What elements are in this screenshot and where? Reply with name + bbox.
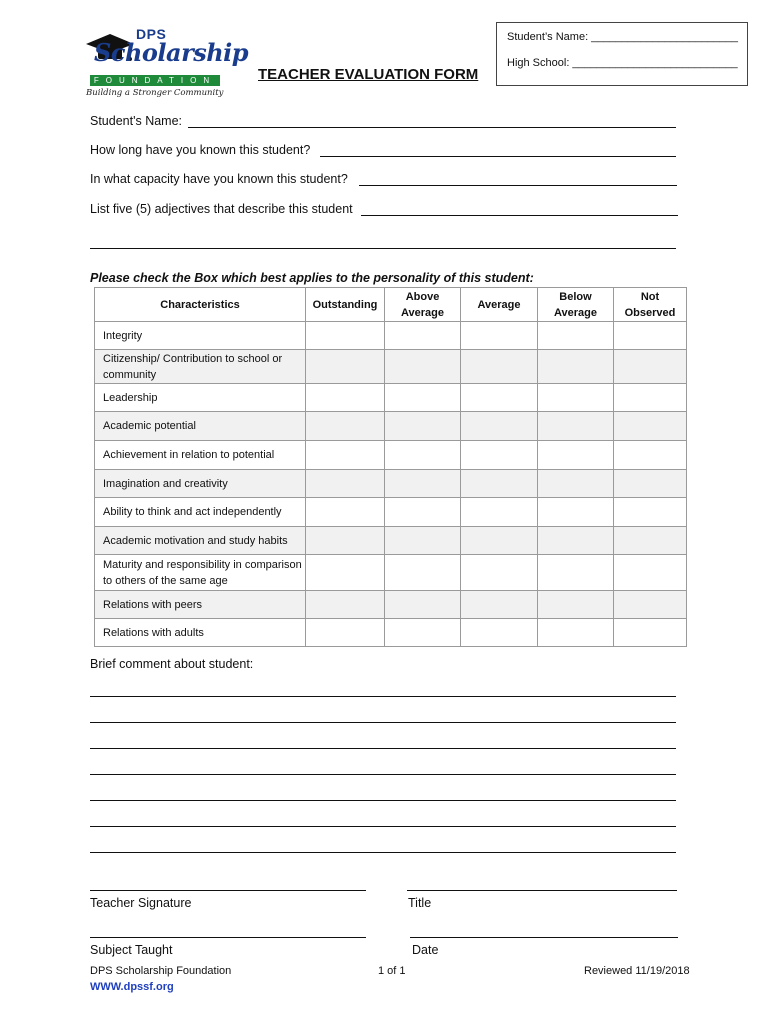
- rating-checkbox[interactable]: [538, 350, 614, 384]
- rating-checkbox[interactable]: [385, 412, 461, 441]
- rating-checkbox[interactable]: [385, 555, 461, 591]
- table-row: [95, 441, 687, 470]
- characteristic-label: Relations with adults: [95, 619, 306, 647]
- column-header: Not Observed: [614, 288, 687, 322]
- rating-checkbox[interactable]: [614, 412, 687, 441]
- characteristic-label: Relations with peers: [95, 591, 306, 619]
- table-row: [95, 619, 687, 647]
- teacher-signature-field[interactable]: [90, 890, 366, 891]
- rating-checkbox[interactable]: [306, 555, 385, 591]
- footer-reviewed-date: Reviewed 11/19/2018: [584, 965, 690, 977]
- rating-checkbox[interactable]: [461, 619, 538, 647]
- box-student-name-field[interactable]: Student’s Name: ________________________: [507, 31, 738, 43]
- rating-checkbox[interactable]: [614, 555, 687, 591]
- table-row: [95, 591, 687, 619]
- table-row: [95, 527, 687, 555]
- question-student-name: Student's Name:: [90, 114, 183, 128]
- known-how-long-field[interactable]: [320, 156, 676, 157]
- rating-checkbox[interactable]: [385, 350, 461, 384]
- rating-checkbox[interactable]: [306, 619, 385, 647]
- rating-checkbox[interactable]: [461, 470, 538, 498]
- subject-taught-label: Subject Taught: [90, 943, 173, 957]
- date-label: Date: [412, 943, 439, 957]
- question-adjectives: List five (5) adjectives that describe this student: [90, 202, 353, 216]
- comment-line[interactable]: [90, 800, 676, 801]
- table-row: [95, 350, 687, 384]
- characteristic-label: Integrity: [95, 322, 306, 350]
- rating-checkbox[interactable]: [538, 384, 614, 412]
- characteristic-label: Achievement in relation to potential: [95, 441, 306, 470]
- rating-checkbox[interactable]: [614, 527, 687, 555]
- title-field[interactable]: [407, 890, 677, 891]
- rating-checkbox[interactable]: [385, 498, 461, 527]
- rating-checkbox[interactable]: [385, 591, 461, 619]
- column-header: Characteristics: [95, 288, 306, 322]
- rating-checkbox[interactable]: [306, 322, 385, 350]
- comment-label: Brief comment about student:: [90, 657, 254, 671]
- rating-checkbox[interactable]: [461, 412, 538, 441]
- rating-checkbox[interactable]: [306, 412, 385, 441]
- characteristic-label: Academic motivation and study habits: [95, 527, 306, 555]
- table-row: [95, 384, 687, 412]
- characteristic-label: Maturity and responsibility in comparison to others of the same age: [95, 555, 306, 591]
- rating-checkbox[interactable]: [538, 498, 614, 527]
- rating-checkbox[interactable]: [461, 441, 538, 470]
- rating-checkbox[interactable]: [385, 384, 461, 412]
- rating-checkbox[interactable]: [538, 591, 614, 619]
- page-title: TEACHER EVALUATION FORM: [258, 66, 479, 83]
- rating-checkbox[interactable]: [614, 322, 687, 350]
- rating-checkbox[interactable]: [306, 384, 385, 412]
- logo-scholarship: Scholarship: [94, 38, 249, 67]
- logo-foundation: FOUNDATION: [90, 75, 220, 86]
- comment-line[interactable]: [90, 748, 676, 749]
- footer-page-number: 1 of 1: [378, 965, 406, 977]
- rating-checkbox[interactable]: [538, 441, 614, 470]
- rating-checkbox[interactable]: [461, 527, 538, 555]
- foundation-logo: [84, 26, 249, 102]
- column-header: Below Average: [538, 288, 614, 322]
- characteristic-label: Imagination and creativity: [95, 470, 306, 498]
- subject-taught-field[interactable]: [90, 937, 366, 938]
- rating-checkbox[interactable]: [461, 350, 538, 384]
- rating-checkbox[interactable]: [538, 527, 614, 555]
- rating-checkbox[interactable]: [538, 470, 614, 498]
- logo-tagline: Building a Stronger Community: [86, 88, 224, 98]
- rating-checkbox[interactable]: [614, 498, 687, 527]
- comment-line[interactable]: [90, 774, 676, 775]
- capacity-field[interactable]: [359, 185, 677, 186]
- rating-checkbox[interactable]: [461, 555, 538, 591]
- table-row: [95, 498, 687, 527]
- rating-checkbox[interactable]: [538, 412, 614, 441]
- box-high-school-field[interactable]: High School: ___________________________: [507, 57, 738, 69]
- rating-checkbox[interactable]: [538, 322, 614, 350]
- title-label: Title: [408, 896, 432, 910]
- footer-org: DPS Scholarship Foundation: [90, 965, 232, 977]
- rating-checkbox[interactable]: [385, 527, 461, 555]
- rating-checkbox[interactable]: [306, 441, 385, 470]
- rating-checkbox[interactable]: [461, 384, 538, 412]
- rating-checkbox[interactable]: [538, 555, 614, 591]
- characteristic-label: Academic potential: [95, 412, 306, 441]
- rating-checkbox[interactable]: [306, 470, 385, 498]
- table-row: [95, 555, 687, 591]
- rating-checkbox[interactable]: [614, 591, 687, 619]
- question-capacity: In what capacity have you known this student?: [90, 172, 348, 186]
- comment-line[interactable]: [90, 826, 676, 827]
- rating-checkbox[interactable]: [461, 591, 538, 619]
- rating-checkbox[interactable]: [614, 470, 687, 498]
- table-row: [95, 412, 687, 441]
- characteristic-label: Ability to think and act independently: [95, 498, 306, 527]
- rating-checkbox[interactable]: [614, 441, 687, 470]
- comment-line[interactable]: [90, 696, 676, 697]
- characteristic-label: Leadership: [95, 384, 306, 412]
- rating-checkbox[interactable]: [306, 527, 385, 555]
- teacher-signature-label: Teacher Signature: [90, 896, 192, 910]
- rating-checkbox[interactable]: [385, 322, 461, 350]
- date-field[interactable]: [410, 937, 678, 938]
- rating-checkbox[interactable]: [385, 470, 461, 498]
- student-name-field[interactable]: [188, 127, 676, 128]
- rating-checkbox[interactable]: [306, 498, 385, 527]
- rating-checkbox[interactable]: [385, 619, 461, 647]
- characteristic-label: Citizenship/ Contribution to school or community: [95, 350, 306, 384]
- rating-checkbox[interactable]: [385, 441, 461, 470]
- evaluation-table: [94, 287, 687, 647]
- comment-line[interactable]: [90, 722, 676, 723]
- adjectives-field-line-2[interactable]: [90, 248, 676, 249]
- adjectives-field[interactable]: [361, 215, 678, 216]
- instruction-text: Please check the Box which best applies to the personality of this student:: [90, 271, 534, 285]
- column-header: Outstanding: [306, 288, 385, 322]
- rating-checkbox[interactable]: [306, 350, 385, 384]
- rating-checkbox[interactable]: [614, 350, 687, 384]
- rating-checkbox[interactable]: [614, 384, 687, 412]
- rating-checkbox[interactable]: [461, 498, 538, 527]
- footer-website-link[interactable]: WWW.dpssf.org: [90, 981, 174, 993]
- student-id-box: [496, 22, 748, 86]
- rating-checkbox[interactable]: [306, 591, 385, 619]
- table-header-row: [95, 288, 687, 322]
- logo-dps: DPS: [136, 26, 167, 42]
- column-header: Average: [461, 288, 538, 322]
- table-row: [95, 322, 687, 350]
- column-header: Above Average: [385, 288, 461, 322]
- rating-checkbox[interactable]: [538, 619, 614, 647]
- rating-checkbox[interactable]: [614, 619, 687, 647]
- table-row: [95, 470, 687, 498]
- comment-line[interactable]: [90, 852, 676, 853]
- rating-checkbox[interactable]: [461, 322, 538, 350]
- question-known-how-long: How long have you known this student?: [90, 143, 311, 157]
